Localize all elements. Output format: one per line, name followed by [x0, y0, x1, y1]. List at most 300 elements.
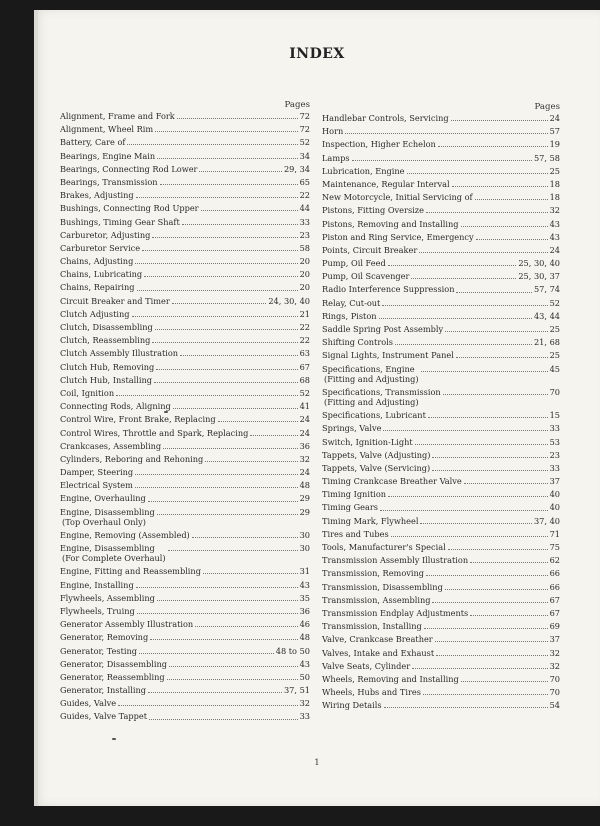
index-entry-label — [60, 672, 165, 682]
index-entry — [60, 348, 310, 358]
dot-leader — [382, 305, 547, 306]
index-entry-label — [60, 164, 197, 174]
index-entry — [322, 410, 560, 420]
dot-leader — [476, 239, 548, 240]
index-entry-label — [60, 203, 199, 213]
page-number: 1 — [314, 758, 320, 768]
index-entry-label — [60, 632, 148, 642]
index-entry-pages: 72 — [299, 124, 310, 135]
index-entry-label — [322, 608, 468, 618]
dot-leader — [201, 210, 298, 211]
dot-leader — [424, 628, 548, 629]
index-entry-topic: Timing Ignition — [322, 489, 387, 500]
index-entry — [322, 113, 560, 123]
index-entry-pages: 48 to 50 — [275, 645, 310, 656]
index-entry — [60, 441, 310, 451]
index-entry-label — [60, 467, 133, 477]
index-entry-label — [60, 580, 134, 590]
index-entry — [60, 672, 310, 682]
index-entry-label — [60, 454, 203, 464]
index-entry-topic: Rings, Piston — [322, 310, 377, 321]
dot-leader — [118, 705, 298, 706]
dot-leader — [155, 329, 298, 330]
index-entry-pages: 32 — [299, 453, 310, 464]
index-entry-pages: 35 — [299, 592, 310, 603]
index-entry-topic: Valves, Intake and Exhaust — [322, 647, 435, 658]
index-entry-label — [60, 282, 135, 292]
index-entry — [60, 507, 310, 527]
dot-leader — [432, 470, 547, 471]
dot-leader — [135, 487, 298, 488]
dot-leader — [157, 158, 297, 159]
dot-leader — [136, 197, 298, 198]
index-entry-pages: 23 — [549, 449, 560, 460]
index-entry — [60, 124, 310, 134]
index-entry-label — [322, 284, 454, 294]
index-entry-label — [60, 243, 140, 253]
index-entry-label — [322, 582, 443, 592]
index-entry-pages: 29 — [299, 493, 310, 504]
index-entry-topic: Specifications, Lubricant — [322, 410, 426, 421]
index-entry — [322, 502, 560, 512]
dot-leader — [380, 510, 548, 511]
index-entry-pages: 67 — [549, 594, 560, 605]
dot-leader — [132, 316, 298, 317]
index-entry-pages: 32 — [549, 205, 560, 216]
index-entry-pages: 40 — [549, 502, 560, 513]
index-entry-pages: 52 — [299, 387, 310, 398]
dot-leader — [464, 483, 548, 484]
dot-leader — [182, 224, 298, 225]
dot-leader — [195, 626, 297, 627]
index-entry — [60, 619, 310, 629]
index-entry — [60, 428, 310, 438]
index-entry — [60, 593, 310, 603]
index-entry-label — [60, 190, 134, 200]
index-entry — [322, 529, 560, 539]
index-entry-pages: 70 — [549, 687, 560, 698]
index-entry-pages: 25 — [549, 165, 560, 176]
index-entry-topic: Saddle Spring Post Assembly — [322, 324, 444, 334]
index-entry-pages: 40 — [549, 489, 560, 500]
index-entry-label — [60, 428, 248, 438]
index-entry — [322, 232, 560, 242]
index-entry-topic: Wheels, Hubs and Tires — [322, 687, 421, 698]
index-entries-left — [60, 111, 310, 722]
index-entry — [60, 685, 310, 695]
index-entry-label — [60, 619, 193, 629]
index-entry-pages: 30 — [299, 543, 310, 554]
index-entry-label — [60, 296, 170, 306]
dot-leader — [419, 252, 547, 253]
index-entry — [322, 450, 560, 460]
dot-leader — [445, 589, 548, 590]
index-entry — [60, 309, 310, 319]
index-entry-label — [322, 674, 459, 684]
index-entry-pages: 63 — [299, 348, 310, 359]
index-entry-topic: Alignment, Wheel Rim — [60, 124, 154, 135]
index-entry-label — [60, 375, 152, 385]
index-entry-pages: 22 — [299, 335, 310, 346]
index-entry-topic: Springs, Valve — [322, 423, 382, 434]
index-entry-topic: Chains, Lubricating — [60, 269, 143, 280]
index-entry-topic: Clutch, Reassembling — [60, 335, 151, 346]
index-entry-pages: 70 — [549, 386, 560, 397]
index-entry — [60, 388, 310, 398]
dot-leader — [445, 331, 547, 332]
index-entry — [322, 219, 560, 229]
index-entry-topic: Clutch Hub, Removing — [60, 361, 155, 372]
index-entry-label — [322, 437, 413, 447]
index-entry — [322, 324, 560, 334]
index-entry-pages: 57, 58 — [533, 152, 560, 163]
index-entry-pages: 21, 68 — [533, 337, 560, 348]
index-entry — [60, 543, 310, 563]
index-entry-pages: 75 — [549, 542, 560, 552]
index-entry-label — [60, 217, 180, 227]
index-entry-pages: 67 — [299, 361, 310, 372]
index-entry — [60, 659, 310, 669]
dot-leader — [192, 537, 298, 538]
index-entry-pages: 48 — [299, 632, 310, 643]
index-entry-label — [322, 463, 430, 473]
index-entry-topic: Valve, Crankcase Breather — [322, 634, 433, 645]
index-entry — [322, 139, 560, 149]
index-entry-pages: 68 — [299, 374, 310, 385]
index-entry-topic: Flywheels, Assembling — [60, 592, 155, 603]
index-entry — [60, 243, 310, 253]
dot-leader — [448, 549, 548, 550]
index-entry-topic: Piston and Ring Service, Emergency — [322, 231, 474, 242]
index-entry — [60, 322, 310, 332]
dot-leader — [136, 587, 298, 588]
index-entry-pages: 46 — [299, 619, 310, 630]
index-entry-pages: 52 — [299, 137, 310, 148]
index-entry-label — [322, 232, 474, 242]
index-entry — [322, 437, 560, 447]
index-entry-label — [322, 219, 459, 229]
index-entry-pages: 15 — [549, 410, 560, 421]
index-entry-pages: 65 — [299, 176, 310, 187]
index-entry-topic: Damper, Steering — [60, 467, 134, 478]
index-entry — [60, 375, 310, 385]
dot-leader — [167, 679, 298, 680]
dot-leader — [163, 448, 297, 449]
index-entry-topic: Bearings, Connecting Rod Lower — [60, 163, 198, 174]
index-entry-pages: 44 — [299, 203, 310, 214]
index-entry-label — [322, 153, 350, 163]
dot-leader — [139, 653, 274, 654]
index-entry-topic: Clutch Assembly Illustration — [60, 348, 179, 359]
index-entry — [60, 454, 310, 464]
index-entry-topic: Engine, Overhauling — [60, 493, 146, 504]
index-entry-topic: Generator, Reassembling — [60, 671, 165, 682]
index-entry — [60, 414, 310, 424]
index-entry-pages: 37 — [549, 476, 560, 487]
index-entry-topic: Flywheels, Truing — [60, 605, 135, 616]
index-entry-label — [322, 126, 343, 136]
dot-leader — [461, 681, 548, 682]
index-entry-label — [60, 322, 153, 332]
index-entry-topic: Lamps — [322, 152, 350, 163]
dot-leader — [412, 668, 547, 669]
dot-leader — [156, 369, 297, 370]
index-entry-label — [60, 362, 154, 372]
index-entry — [322, 205, 560, 215]
index-entry-topic: Engine, Disassembling — [60, 506, 155, 517]
index-entry-pages: 24 — [299, 427, 310, 438]
index-entry — [60, 137, 310, 147]
index-entry-topic: Timing Gears — [322, 502, 378, 513]
dot-leader — [456, 357, 548, 358]
dot-leader — [157, 514, 298, 515]
index-column-left — [60, 100, 310, 725]
index-entry-label — [60, 401, 171, 411]
index-entry-topic: Engine, Disassembling — [60, 543, 155, 554]
index-entry-label — [322, 311, 377, 321]
index-entry-topic: Engine, Installing — [60, 579, 134, 590]
index-entry-topic: Cylinders, Reboring and Rehoning — [60, 453, 204, 464]
dot-leader — [421, 371, 548, 372]
dot-leader — [218, 421, 298, 422]
index-entry-pages: 67 — [549, 607, 560, 618]
dot-leader — [456, 292, 531, 293]
index-entry-pages: 57 — [549, 126, 560, 137]
index-entry-label — [322, 634, 433, 644]
index-entry-label — [322, 364, 419, 384]
index-entry-pages: 71 — [549, 528, 560, 539]
index-entry — [322, 337, 560, 347]
dot-leader — [142, 250, 297, 251]
index-entry — [60, 296, 310, 306]
index-entry-label — [322, 337, 393, 347]
dot-leader — [470, 615, 547, 616]
index-entry-pages: 20 — [299, 269, 310, 280]
index-entry-subtitle: (Fitting and Adjusting) — [324, 373, 419, 384]
dot-leader — [383, 430, 547, 431]
index-entry-topic: Carburetor Service — [60, 242, 141, 253]
index-entry — [322, 700, 560, 710]
index-entry-topic: Generator, Installing — [60, 685, 146, 696]
index-entry-label — [60, 111, 175, 121]
index-entry-pages: 62 — [549, 555, 560, 566]
index-entry-topic: Crankcases, Assembling — [60, 440, 162, 451]
dot-leader — [432, 457, 547, 458]
dot-leader — [172, 303, 267, 304]
dot-leader — [148, 692, 282, 693]
index-entry-topic: Tools, Manufacturer's Special — [322, 542, 446, 552]
index-entry-label — [322, 542, 446, 552]
index-entry-topic: Clutch, Disassembling — [60, 322, 153, 332]
index-entry-label — [60, 414, 216, 424]
index-entry-label — [60, 698, 116, 708]
dot-leader — [205, 461, 297, 462]
index-entry — [322, 245, 560, 255]
index-entry-topic: Generator, Testing — [60, 645, 138, 656]
index-entry-label — [60, 309, 130, 319]
dot-leader — [443, 394, 548, 395]
index-entry-topic: Pistons, Fitting Oversize — [322, 205, 424, 216]
index-entry-pages: 23 — [299, 229, 310, 240]
index-entry-label — [60, 441, 161, 451]
document-page — [34, 10, 600, 806]
index-entry-pages: 43 — [299, 579, 310, 590]
dot-leader — [411, 278, 516, 279]
index-entry-topic: Carburetor, Adjusting — [60, 229, 151, 240]
index-entry — [322, 476, 560, 486]
dot-leader — [137, 613, 298, 614]
index-entry-label — [60, 348, 178, 358]
index-entry-topic: Tappets, Valve (Adjusting) — [322, 449, 431, 460]
index-entry — [60, 493, 310, 503]
index-entry-pages: 24 — [299, 467, 310, 478]
index-entry — [60, 711, 310, 721]
index-entry-pages: 45 — [549, 363, 560, 374]
index-entry — [322, 298, 560, 308]
index-entry-label — [60, 480, 133, 490]
index-entry-label — [322, 555, 468, 565]
index-entry-topic: Guides, Valve — [60, 698, 117, 709]
dot-leader — [438, 146, 548, 147]
index-entry-topic: Specifications, Engine — [322, 363, 415, 374]
index-entry-label — [322, 700, 382, 710]
index-entry-pages: 25, 30, 37 — [518, 271, 560, 282]
index-entry-label — [60, 137, 125, 147]
index-entry-label — [322, 529, 389, 539]
index-entry-pages: 43 — [549, 231, 560, 242]
index-entry-topic: Maintenance, Regular Interval — [322, 178, 450, 189]
dot-leader — [475, 199, 548, 200]
dot-leader — [116, 395, 297, 396]
index-entry-topic: Specifications, Transmission — [322, 386, 441, 397]
index-entry-topic: Transmission, Assembling — [322, 594, 431, 605]
index-entry-topic: Lubrication, Engine — [322, 165, 405, 176]
dot-leader — [154, 382, 298, 383]
index-entry — [322, 542, 560, 552]
index-entry — [322, 311, 560, 321]
index-entry-pages: 18 — [549, 192, 560, 203]
index-entry-topic: Chains, Repairing — [60, 282, 135, 293]
index-entry-pages: 25 — [549, 324, 560, 334]
index-entry-label — [60, 566, 201, 576]
index-entry-pages: 70 — [549, 673, 560, 684]
index-entry — [60, 230, 310, 240]
index-entry-label — [322, 387, 441, 407]
index-entry — [60, 190, 310, 200]
pages-header-left: Pages — [284, 100, 310, 110]
index-entry-topic: Control Wire, Front Brake, Replacing — [60, 414, 216, 425]
index-entry — [60, 256, 310, 266]
index-entry-pages: 19 — [549, 139, 560, 150]
index-entry — [322, 271, 560, 281]
dot-leader — [169, 666, 298, 667]
dot-leader — [148, 501, 298, 502]
index-entry-label — [60, 177, 158, 187]
index-entry-label — [60, 269, 142, 279]
index-entry-label — [322, 648, 434, 658]
index-entry — [60, 282, 310, 292]
index-entry-label — [322, 621, 422, 631]
index-entry-topic: Pump, Oil Feed — [322, 258, 386, 269]
dot-leader — [395, 344, 532, 345]
ink-speck — [164, 411, 168, 413]
index-entry-pages: 37, 40 — [533, 515, 560, 526]
index-entry-label — [60, 711, 147, 721]
index-entry-topic: Tappets, Valve (Servicing) — [322, 462, 431, 473]
dot-leader — [168, 550, 298, 551]
index-entry — [60, 111, 310, 121]
index-entry — [322, 179, 560, 189]
dot-leader — [127, 144, 297, 145]
index-entry — [322, 463, 560, 473]
index-entry — [322, 595, 560, 605]
index-entry — [60, 580, 310, 590]
index-entries-right — [322, 113, 560, 710]
index-entry-label — [60, 593, 155, 603]
index-entry-label — [322, 568, 424, 578]
dot-leader — [428, 417, 548, 418]
index-entry-pages: 24, 30, 40 — [268, 295, 310, 306]
index-entry-label — [322, 595, 430, 605]
index-entry-topic: Handlebar Controls, Servicing — [322, 113, 449, 123]
index-entry — [60, 566, 310, 576]
dot-leader — [135, 474, 297, 475]
index-entry-label — [322, 324, 443, 334]
index-entry-pages: 24 — [549, 113, 560, 123]
dot-leader — [173, 408, 298, 409]
dot-leader — [250, 435, 297, 436]
dot-leader — [144, 276, 297, 277]
index-entry-pages: 69 — [549, 621, 560, 632]
index-entry-label — [322, 179, 450, 189]
index-entry-pages: 72 — [299, 111, 310, 121]
index-entry-label — [322, 245, 417, 255]
index-entry-label — [60, 230, 150, 240]
index-entry-pages: 30 — [299, 529, 310, 540]
index-entry — [322, 284, 560, 294]
dot-leader — [157, 600, 298, 601]
index-entry-label — [60, 507, 155, 527]
index-entry-topic: Generator, Removing — [60, 632, 149, 643]
index-entry-pages: 36 — [299, 440, 310, 451]
dot-leader — [384, 707, 548, 708]
index-entry — [322, 634, 560, 644]
index-entry-topic: Bearings, Engine Main — [60, 150, 156, 161]
dot-leader — [150, 639, 297, 640]
index-entry — [322, 582, 560, 592]
index-entry-topic: Radio Interference Suppression — [322, 284, 455, 295]
index-entry-pages: 31 — [299, 566, 310, 577]
index-entry-topic: Alignment, Frame and Fork — [60, 111, 175, 121]
index-entry-label — [322, 687, 421, 697]
index-entry-topic: Wiring Details — [322, 700, 382, 711]
index-entry-label — [322, 502, 378, 512]
index-entry-label — [322, 410, 426, 420]
dot-leader — [436, 655, 547, 656]
index-entry-pages: 24 — [549, 244, 560, 255]
index-entry-topic: Chains, Adjusting — [60, 256, 134, 267]
index-entry-label — [60, 335, 150, 345]
index-entry-topic: Battery, Care of — [60, 137, 126, 148]
index-entry-topic: Transmission Endplay Adjustments — [322, 607, 469, 618]
index-entry-pages: 58 — [299, 242, 310, 253]
dot-leader — [152, 237, 297, 238]
index-entry-label — [60, 646, 137, 656]
index-entry — [60, 646, 310, 656]
index-entry — [60, 401, 310, 411]
index-entry-label — [60, 543, 166, 563]
index-entry-pages: 33 — [549, 423, 560, 434]
